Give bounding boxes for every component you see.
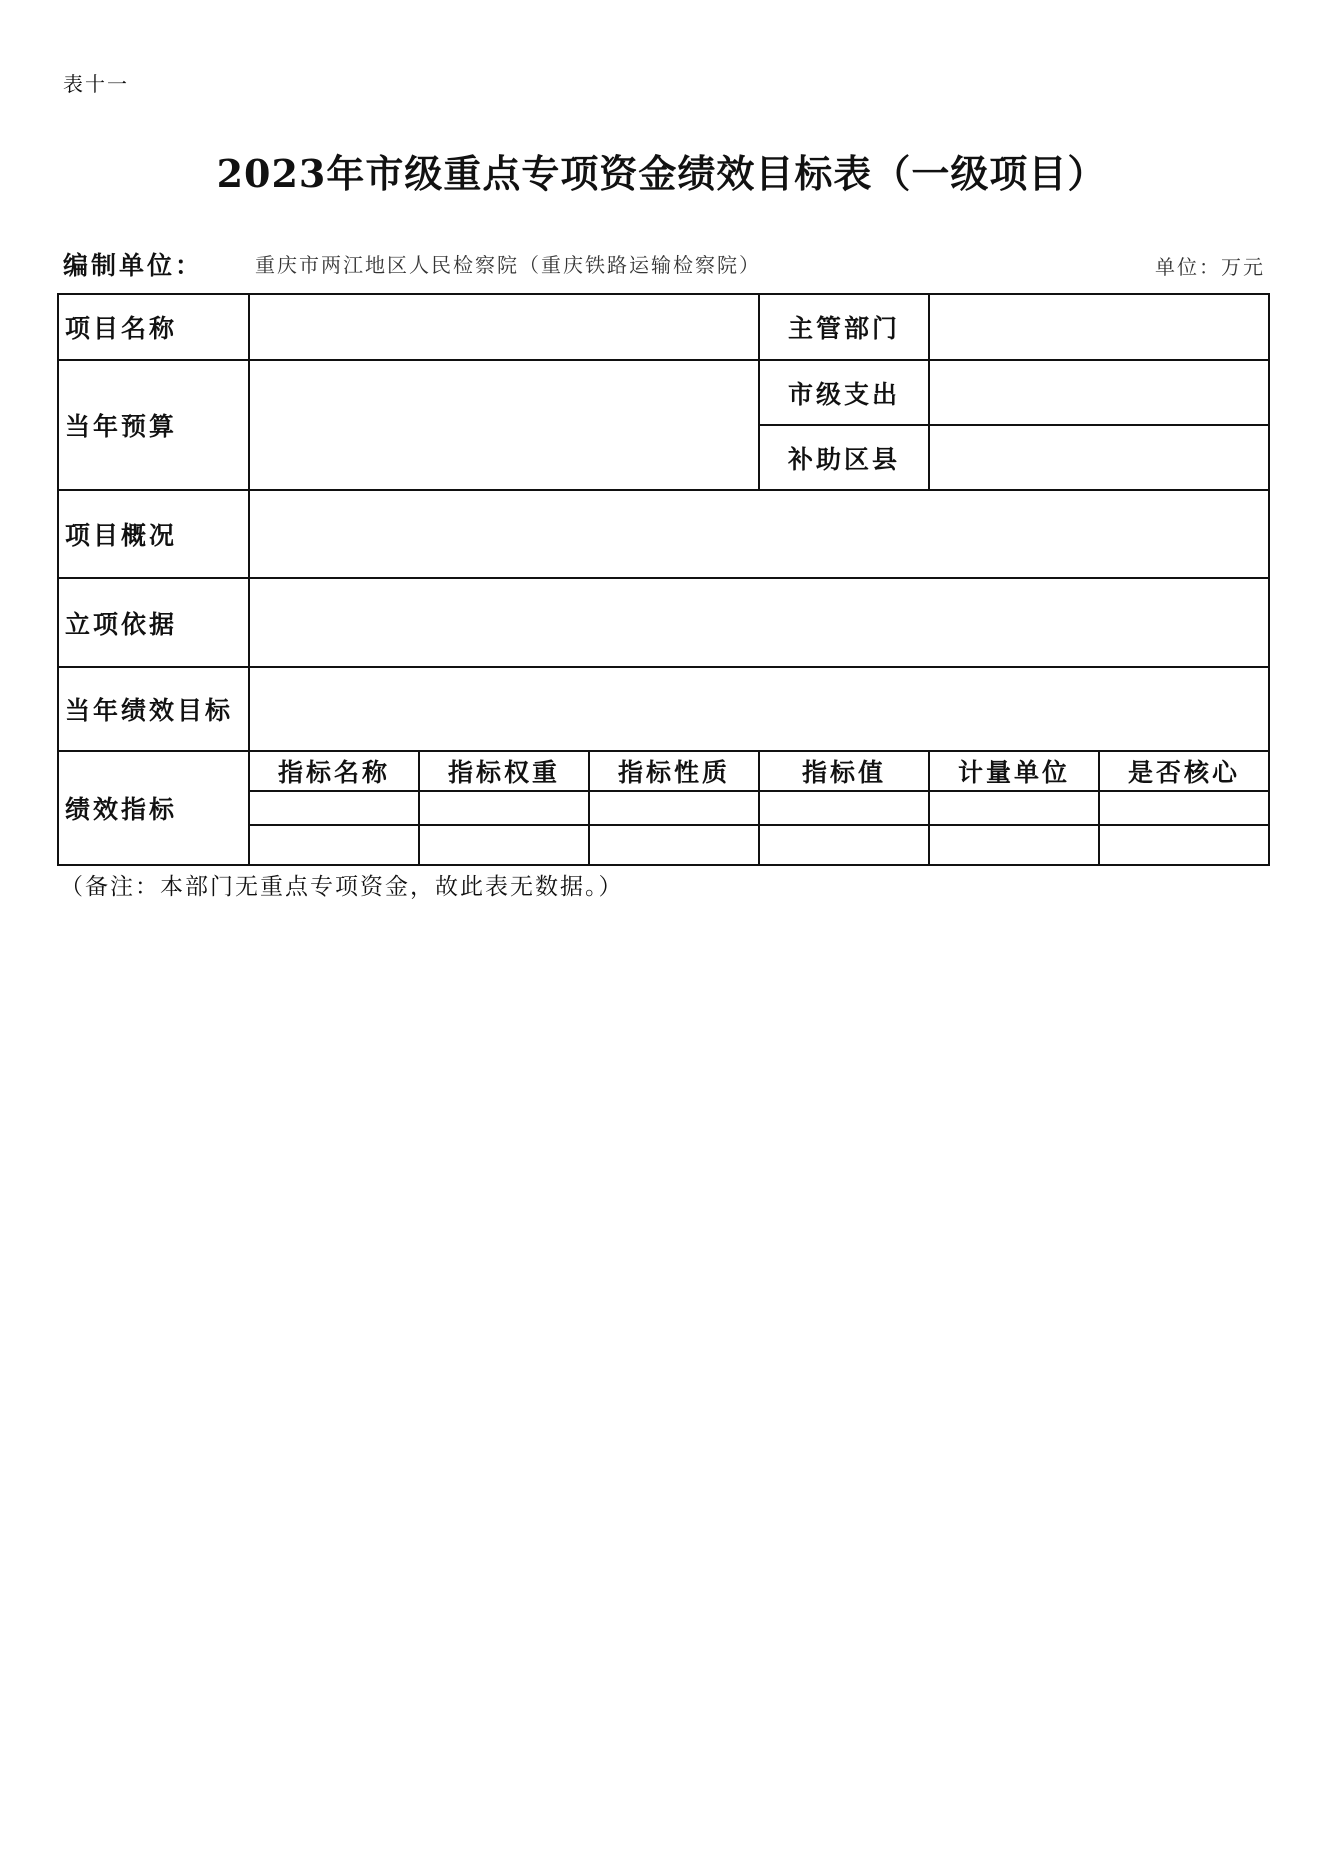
- goal-label: 当年绩效目标: [58, 667, 249, 751]
- budget-value: [249, 360, 759, 490]
- footnote: （备注：本部门无重点专项资金，故此表无数据。）: [60, 874, 624, 900]
- row-overview: [58, 490, 1269, 578]
- row-goal: [58, 667, 1269, 751]
- table-number: 表十一: [63, 72, 129, 96]
- row-basis: [58, 578, 1269, 667]
- city-expense-label: 市级支出: [759, 360, 929, 425]
- basis-label: 立项依据: [58, 578, 249, 667]
- table-cell: [759, 791, 929, 825]
- table-cell: [759, 825, 929, 865]
- table-cell: [249, 791, 419, 825]
- indicator-col-unit: 计量单位: [929, 751, 1099, 791]
- project-name-value: [249, 294, 759, 360]
- table-cell: [1099, 825, 1269, 865]
- indicator-col-nature: 指标性质: [589, 751, 759, 791]
- project-name-label: 项目名称: [58, 294, 249, 360]
- basis-value: [249, 578, 1269, 667]
- district-subsidy-label: 补助区县: [759, 425, 929, 490]
- budget-label: 当年预算: [58, 360, 249, 490]
- row-indicator-header: [58, 751, 1269, 791]
- indicator-col-weight: 指标权重: [419, 751, 589, 791]
- table-cell: [929, 825, 1099, 865]
- indicator-col-name: 指标名称: [249, 751, 419, 791]
- goal-value: [249, 667, 1269, 751]
- overview-label: 项目概况: [58, 490, 249, 578]
- table-cell: [419, 825, 589, 865]
- row-project-name: [58, 294, 1269, 360]
- page-title: 2023年市级重点专项资金绩效目标表（一级项目）: [216, 151, 1107, 196]
- indicator-col-value: 指标值: [759, 751, 929, 791]
- performance-goal-table: [57, 293, 1270, 866]
- indicators-label: 绩效指标: [58, 751, 249, 865]
- table-cell: [249, 825, 419, 865]
- overview-value: [249, 490, 1269, 578]
- row-budget-city: [58, 360, 1269, 425]
- org-name: 重庆市两江地区人民检察院（重庆铁路运输检察院）: [255, 253, 761, 277]
- unit-label: 单位：万元: [1155, 255, 1265, 279]
- table-cell: [419, 791, 589, 825]
- district-subsidy-value: [929, 425, 1269, 490]
- dept-value: [929, 294, 1269, 360]
- table-cell: [929, 791, 1099, 825]
- table-cell: [1099, 791, 1269, 825]
- city-expense-value: [929, 360, 1269, 425]
- table-cell: [589, 825, 759, 865]
- table-cell: [589, 791, 759, 825]
- dept-label: 主管部门: [759, 294, 929, 360]
- org-label: 编制单位：: [63, 251, 204, 280]
- indicator-col-core: 是否核心: [1099, 751, 1269, 791]
